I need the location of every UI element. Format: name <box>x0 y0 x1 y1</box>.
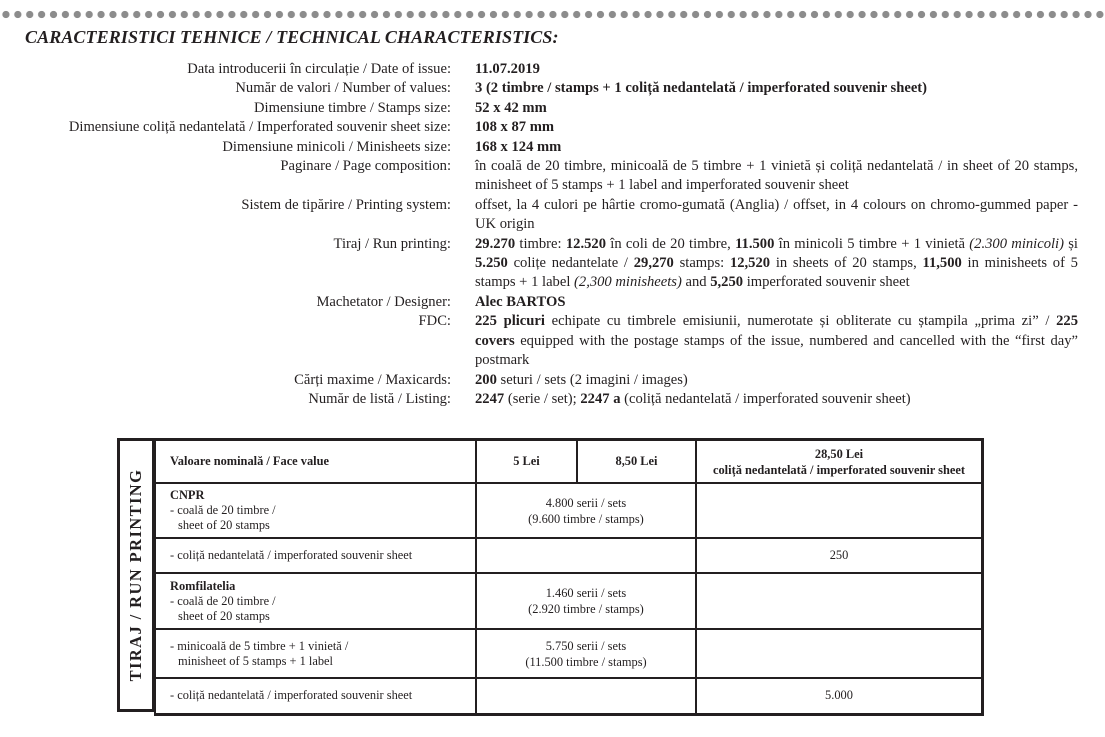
table-row: - coliță nedantelată / imperforated souvenir sheet 250 <box>155 538 983 573</box>
spec-row-run-printing <box>0 235 1105 293</box>
spec-value: 52 x 42 mm <box>475 99 547 116</box>
spec-value: Alec BARTOS <box>475 293 566 310</box>
spec-value: 200 seturi / sets (2 imagini / images) <box>475 371 688 388</box>
section-title: CARACTERISTICI TEHNICE / TECHNICAL CHARACTERISTICS: <box>25 27 559 47</box>
spec-label: Număr de listă / Listing: <box>308 390 451 407</box>
spec-value: 2247 (serie / set); 2247 a (coliță nedantelată / imperforated souvenir sheet) <box>475 390 911 407</box>
spec-value: în coală de 20 timbre, minicoală de 5 timbre + 1 vinietă și coliță nedantelată / in sheet of 20 stamps, minisheet of 5 stamps + 1 label and imperforated souvenir sheet <box>475 158 1078 194</box>
spec-label: Dimensiune coliță nedantelată / Imperforated souvenir sheet size: <box>68 119 451 136</box>
spec-label: Dimensiune minicoli / Minisheets size: <box>222 138 451 155</box>
table-row: CNPR - coală de 20 timbre / sheet of 20 stamps 4.800 serii / sets (9.600 timbre / stamps) <box>155 483 983 538</box>
spec-row-stamps-size <box>0 99 1105 118</box>
spec-row-values <box>0 79 1105 98</box>
spec-label: FDC: <box>418 313 451 330</box>
technical-specs <box>0 60 1105 409</box>
dotted-divider <box>0 10 1105 19</box>
spec-label: Cărți maxime / Maxicards: <box>294 371 451 388</box>
spec-row-maxicards <box>0 371 1105 390</box>
spec-value: 11.07.2019 <box>475 61 540 77</box>
spec-label: Paginare / Page composition: <box>280 158 451 175</box>
header-8-50-lei: 8,50 Lei <box>577 440 696 484</box>
spec-label: Data introducerii în circulație / Date of issue: <box>187 61 451 77</box>
table-row: - coliță nedantelată / imperforated souvenir sheet 5.000 <box>155 678 983 714</box>
table-row: - minicoală de 5 timbre + 1 vinietă / minisheet of 5 stamps + 1 label 5.750 serii / sets (11.500 timbre / stamps) <box>155 629 983 678</box>
table-header-row <box>155 440 983 484</box>
spec-row-date <box>0 60 1105 79</box>
spec-value: 168 x 124 mm <box>475 138 562 155</box>
spec-row-printing-system <box>0 196 1105 235</box>
table-row: Romfilatelia - coală de 20 timbre / sheet of 20 stamps 1.460 serii / sets (2.920 timbre / stamps) <box>155 573 983 629</box>
spec-label: Sistem de tipărire / Printing system: <box>241 196 451 213</box>
spec-row-sheet-size <box>0 118 1105 137</box>
spec-value: 3 (2 timbre / stamps + 1 coliță nedantelată / imperforated souvenir sheet) <box>475 80 928 97</box>
spec-label: Dimensiune timbre / Stamps size: <box>254 99 451 116</box>
spec-label: Număr de valori / Number of values: <box>235 80 451 97</box>
spec-row-listing <box>0 390 1105 409</box>
spec-value: 108 x 87 mm <box>475 119 555 136</box>
spec-row-fdc <box>0 312 1105 370</box>
header-28-50-lei: 28,50 Lei coliță nedantelată / imperforated souvenir sheet <box>696 440 983 484</box>
run-printing-side-label: TIRAJ / RUN PRINTING <box>117 438 154 712</box>
spec-label: Tiraj / Run printing: <box>333 235 451 252</box>
spec-value: 29.270 timbre: 12.520 în coli de 20 timbre, 11.500 în minicoli 5 timbre + 1 vinietă (2.300 minicoli) și 5.250 colițe nedantelate / 29,270 stamps: 12,520 in sheets of 20 stamps, 11,500 in minisheets of 5 stamps + 1 label (2,300 minisheets) and 5,250 imperforated souvenir sheet <box>475 235 1078 291</box>
spec-row-minisheet-size <box>0 138 1105 157</box>
header-5-lei: 5 Lei <box>476 440 577 484</box>
spec-label: Machetator / Designer: <box>316 293 451 310</box>
spec-row-page-composition <box>0 157 1105 196</box>
header-face-value: Valoare nominală / Face value <box>155 440 476 484</box>
spec-value: 225 plicuri echipate cu timbrele emisiunii, numerotate și obliterate cu ștampila „prima zi” / 225 covers equipped with the postage stamps of the issue, numbered and cancelled with the “first day” postmark <box>475 313 1079 369</box>
spec-row-designer <box>0 293 1105 312</box>
run-printing-table <box>154 438 984 716</box>
spec-value: offset, la 4 culori pe hârtie cromo-gumată (Anglia) / offset, in 4 colours on chromo-gummed paper - UK origin <box>475 196 1078 233</box>
